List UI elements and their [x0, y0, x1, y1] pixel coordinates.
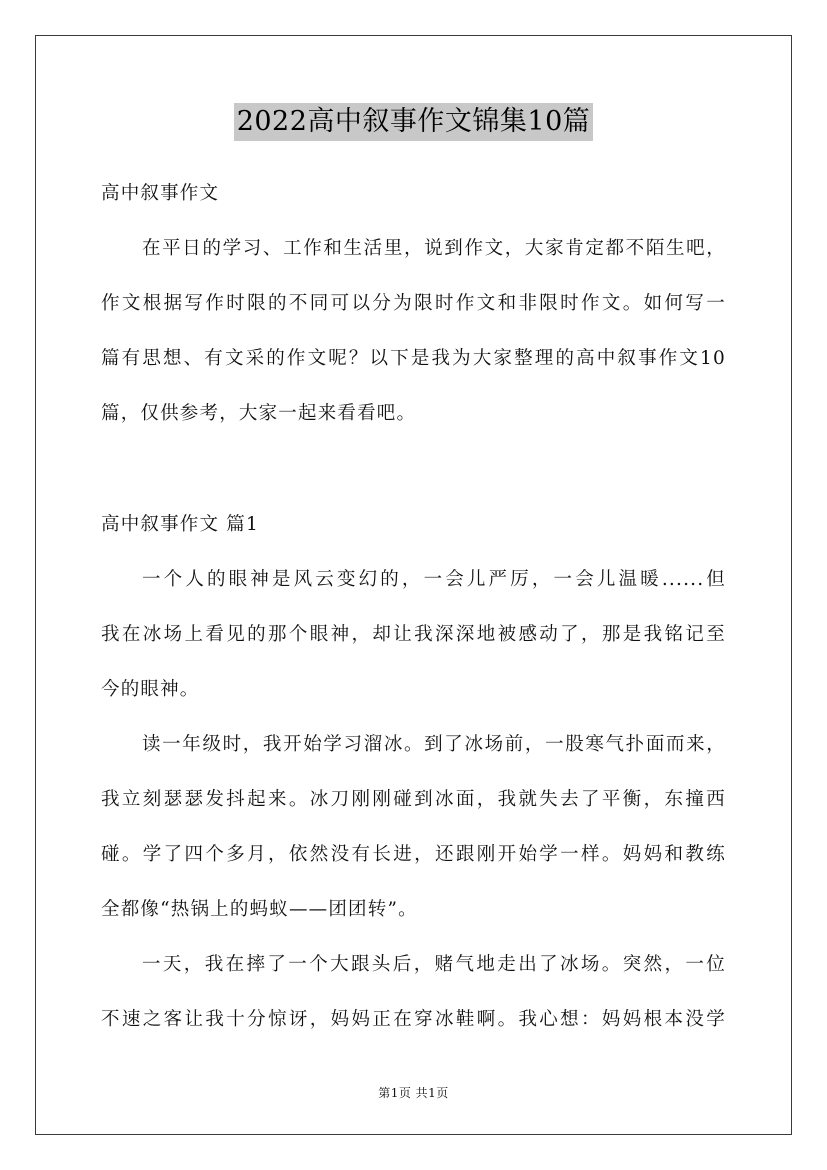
title-container [0, 103, 827, 141]
intro-line: 篇，仅供参考，大家一起来看看吧。 [101, 403, 417, 424]
page-number-label: 第1页 共1页 [378, 1086, 449, 1100]
section-spacer [101, 447, 726, 503]
document-title: 2022高中叙事作文锦集10篇 [234, 103, 594, 141]
paragraph-line: 一个人的眼神是风云变幻的，一会儿严厉，一会儿温暖......但 [142, 569, 726, 590]
paragraph-line: 我在冰场上看见的那个眼神，却让我深深地被感动了，那是我铭记至 [101, 624, 726, 645]
intro-line: 篇有思想、有文采的作文呢？以下是我为大家整理的高中叙事作文10 [101, 348, 726, 369]
paragraph-line: 一天，我在摔了一个大跟头后，赌气地走出了冰场。突然，一位 [142, 954, 726, 975]
section-heading: 高中叙事作文 篇1 [101, 514, 259, 535]
paragraph-line: 全都像“热锅上的蚂蚁——团团转”。 [101, 899, 418, 920]
document-body [101, 172, 726, 1053]
intro-line: 作文根据写作时限的不同可以分为限时作文和非限时作文。如何写一 [101, 293, 726, 314]
paragraph-line: 读一年级时，我开始学习溜冰。到了冰场前，一股寒气扑面而来， [142, 734, 726, 755]
paragraph-line: 不速之客让我十分惊讶，妈妈正在穿冰鞋啊。我心想：妈妈根本没学 [101, 1009, 726, 1030]
intro-line: 在平日的学习、工作和生活里，说到作文，大家肯定都不陌生吧， [142, 238, 726, 259]
paragraph-line: 碰。学了四个多月，依然没有长进，还跟刚开始学一样。妈妈和教练 [101, 844, 726, 865]
page-footer [0, 1084, 827, 1101]
paragraph-line: 我立刻瑟瑟发抖起来。冰刀刚刚碰到冰面，我就失去了平衡，东撞西 [101, 789, 726, 810]
intro-heading: 高中叙事作文 [101, 183, 220, 204]
paragraph-line: 今的眼神。 [101, 679, 200, 700]
